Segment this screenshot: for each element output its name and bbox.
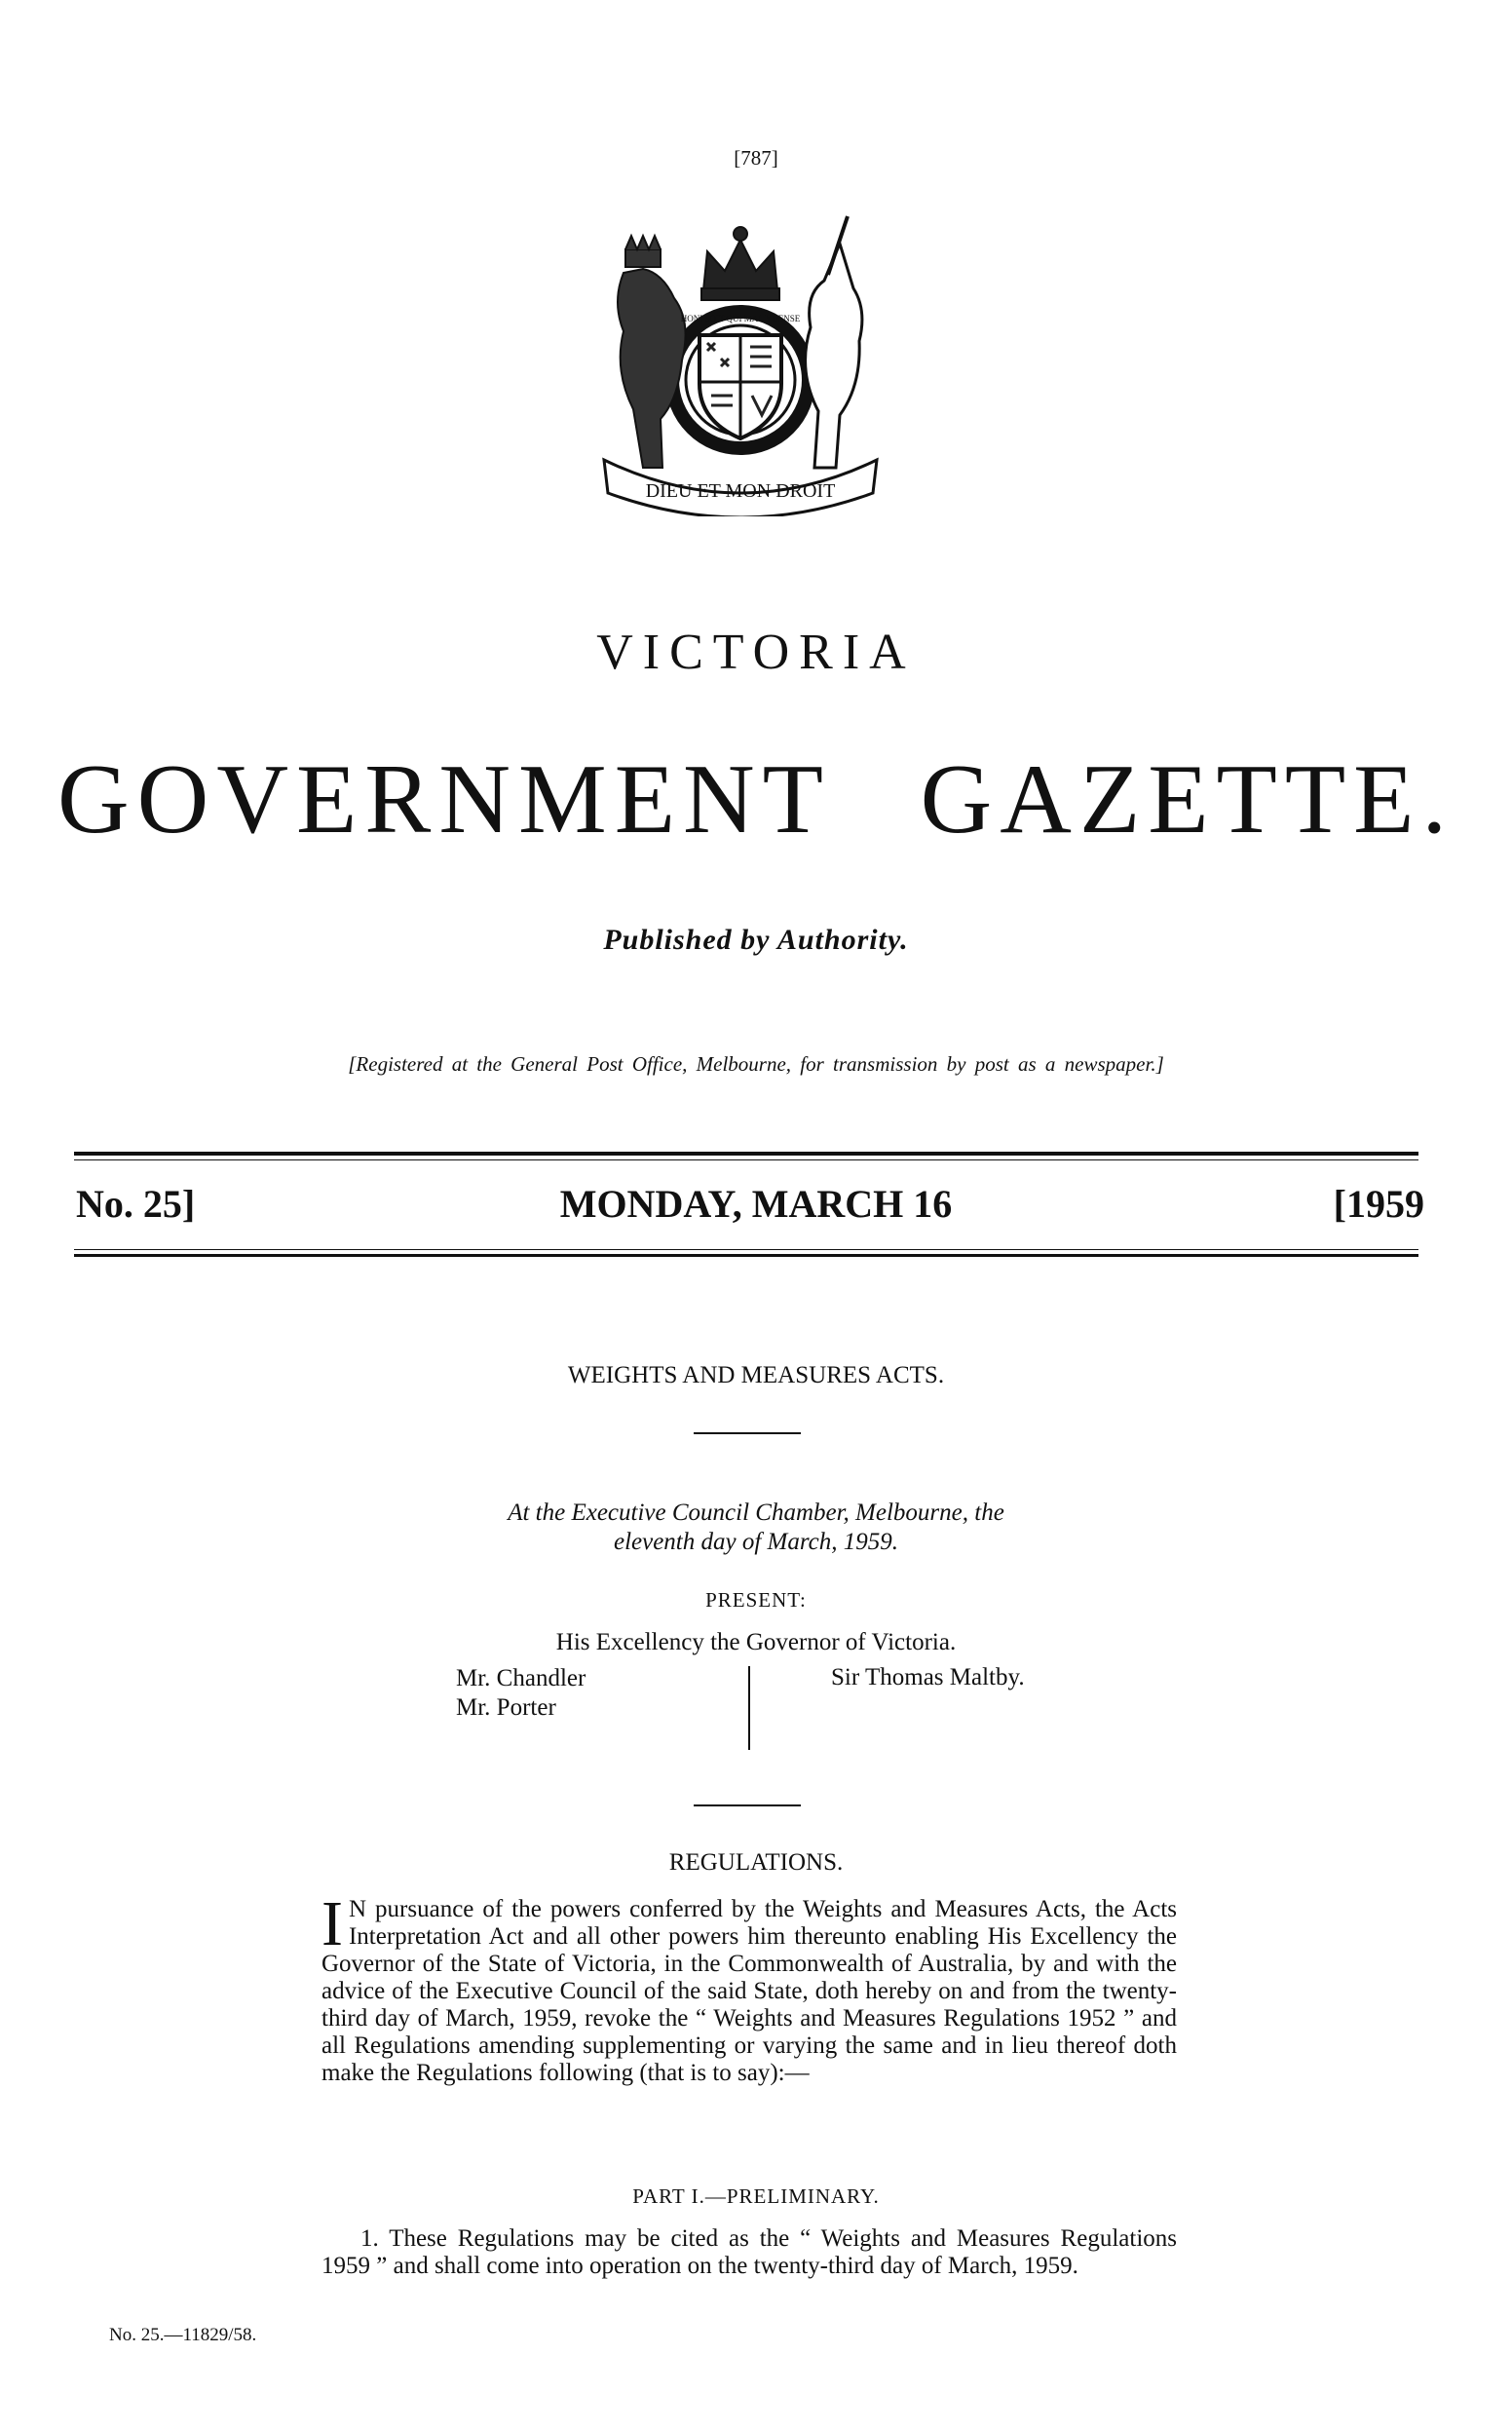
member-name: Sir Thomas Maltby. (831, 1664, 1025, 1690)
masthead-rule-top (74, 1152, 1418, 1156)
garter-motto: HONI SOIT QUI MAL Y PENSE (680, 314, 801, 323)
act-title: WEIGHTS AND MEASURES ACTS. (567, 1362, 945, 1388)
issue-year: [1959 (1333, 1182, 1424, 1226)
section-divider (694, 1432, 801, 1434)
masthead-rule-top-thin (74, 1159, 1418, 1160)
footer-reference: No. 25.—11829/58. (109, 2325, 257, 2345)
masthead-rule-bottom-thin (74, 1249, 1418, 1250)
registration-note: [Registered at the General Post Office, Melbourne, for transmission by post as a newspaper.] (348, 1052, 1164, 1076)
council-line-1: At the Executive Council Chamber, Melbourne, the (508, 1500, 1004, 1526)
part-heading: PART I.—PRELIMINARY. (632, 2184, 880, 2208)
members-divider (748, 1666, 750, 1750)
unicorn-icon (806, 216, 862, 468)
issue-date: MONDAY, MARCH 16 (559, 1182, 953, 1226)
page-number: [787] (734, 146, 778, 170)
section-divider (694, 1804, 801, 1806)
members-left (456, 1664, 586, 1723)
drop-cap: I (321, 1888, 343, 1959)
clause-1: 1. These Regulations may be cited as the “ Weights and Measures Regulations 1959 ” and shall come into operation on the twenty-third day of March, 1959. (321, 2225, 1177, 2279)
gazette-title: GOVERNMENT GAZETTE. (57, 744, 1455, 854)
present-label: PRESENT: (705, 1588, 807, 1612)
lion-icon (618, 236, 686, 468)
regulations-heading: REGULATIONS. (668, 1849, 844, 1876)
member-name: Mr. Chandler (456, 1665, 586, 1691)
council-line-2: eleventh day of March, 1959. (613, 1529, 899, 1555)
members-right (831, 1664, 1025, 1691)
published-by-authority: Published by Authority. (603, 924, 909, 956)
crown-icon (701, 227, 779, 300)
governor-line: His Excellency the Governor of Victoria. (555, 1629, 957, 1655)
state-name: VICTORIA (596, 625, 916, 680)
council-location (0, 1499, 1512, 1557)
body-text: N pursuance of the powers conferred by the Weights and Measures Acts, the Acts Interpretation Act and all other powers him thereunto enabling His Excellency the Governor of the State of Victoria, in the Commonwealth of Australia, by and with the advice of the Executive Council of the said State, doth hereby on and from the twenty-third day of March, 1959, revoke the “ Weights and Measures Regulations 1952 ” and all Regulations amending supplementing or varying the same and in lieu thereof doth make the Regulations following (that is to say):— (321, 1896, 1177, 2086)
crest-motto: DIEU ET MON DROIT (645, 480, 836, 502)
royal-coat-of-arms-icon (585, 205, 896, 516)
member-name: Mr. Porter (456, 1694, 556, 1721)
body-paragraph (321, 1888, 1177, 2087)
masthead-rule-bottom (74, 1254, 1418, 1257)
issue-number: No. 25] (76, 1182, 196, 1226)
